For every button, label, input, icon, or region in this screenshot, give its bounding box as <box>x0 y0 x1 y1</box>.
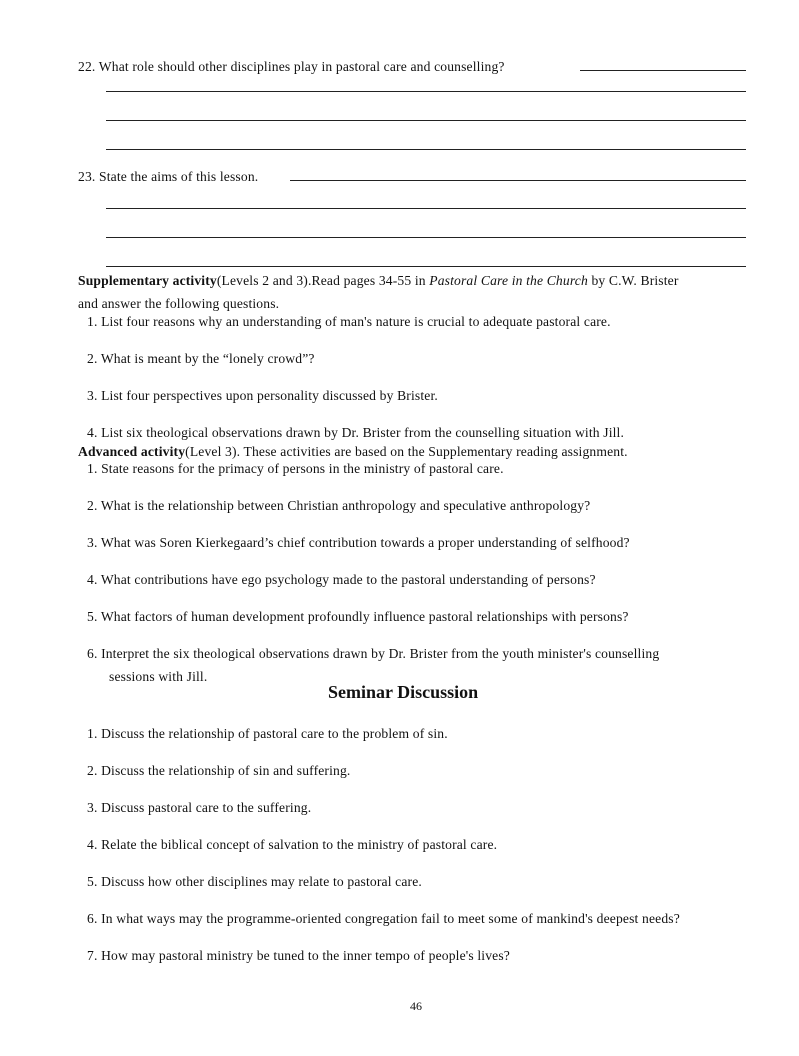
answer-line[interactable] <box>106 237 746 238</box>
item-text: State reasons for the primacy of persons in the ministry of pastoral care. <box>101 461 504 476</box>
item-text: Discuss pastoral care to the suffering. <box>101 800 312 815</box>
item-text: List four perspectives upon personality discussed by Brister. <box>101 388 438 403</box>
advanced-item <box>87 461 504 477</box>
question-number: 22. <box>78 59 96 74</box>
item-text: What is meant by the “lonely crowd”? <box>100 351 315 366</box>
answer-line[interactable] <box>106 266 746 267</box>
answer-line[interactable] <box>106 149 746 150</box>
item-number: 1. <box>87 461 98 476</box>
item-text: What was Soren Kierkegaard’s chief contribution towards a proper understanding of selfhood? <box>100 535 630 550</box>
seminar-item <box>87 800 311 816</box>
question-number: 23. <box>78 169 96 184</box>
question-23 <box>78 169 258 185</box>
seminar-title: Seminar Discussion <box>328 682 479 702</box>
item-number: 5. <box>87 609 98 624</box>
item-text: Discuss how other disciplines may relate to pastoral care. <box>101 874 422 889</box>
advanced-item <box>87 535 630 551</box>
answer-line[interactable] <box>106 120 746 121</box>
supplementary-item <box>87 314 611 330</box>
item-number: 7. <box>87 948 98 963</box>
seminar-item <box>87 874 422 890</box>
advanced-heading: Advanced activity <box>78 444 186 459</box>
answer-line[interactable] <box>290 180 746 181</box>
answer-line[interactable] <box>106 91 746 92</box>
advanced-intro-text: (Level 3). These activities are based on the Supplementary reading assignment. <box>185 444 628 459</box>
item-number: 5. <box>87 874 98 889</box>
item-number: 2. <box>87 498 98 513</box>
item-text: Relate the biblical concept of salvation to the ministry of pastoral care. <box>101 837 498 852</box>
item-number: 3. <box>87 535 98 550</box>
seminar-item <box>87 763 350 779</box>
item-number: 4. <box>87 837 98 852</box>
supplementary-intro-line2: and answer the following questions. <box>78 296 280 311</box>
page-number: 46 <box>410 999 422 1013</box>
item-text: What factors of human development profoundly influence pastoral relationships with persons? <box>100 609 629 624</box>
question-text: What role should other disciplines play in pastoral care and counselling? <box>98 59 505 74</box>
item-number: 6. <box>87 646 98 661</box>
advanced-item <box>87 498 590 514</box>
item-number: 6. <box>87 911 98 926</box>
supplementary-item <box>87 351 315 367</box>
supplementary-item <box>87 388 438 404</box>
item-text: List four reasons why an understanding of man's nature is crucial to adequate pastoral care. <box>101 314 611 329</box>
item-number: 3. <box>87 800 98 815</box>
item-number: 4. <box>87 425 98 440</box>
item-text: Discuss the relationship of sin and suffering. <box>101 763 351 778</box>
item-number: 1. <box>87 726 98 741</box>
item-number: 2. <box>87 763 98 778</box>
item-text: What is the relationship between Christian anthropology and speculative anthropology? <box>100 498 591 513</box>
item-text: Interpret the six theological observations drawn by Dr. Brister from the youth minister's counselling <box>101 646 660 661</box>
advanced-item <box>87 609 629 625</box>
advanced-item-continuation: sessions with Jill. <box>109 669 208 684</box>
item-number: 3. <box>87 388 98 403</box>
book-title: Pastoral Care in the Church <box>429 273 588 288</box>
item-number: 1. <box>87 314 98 329</box>
supplementary-levels: (Levels 2 and 3). <box>216 273 312 288</box>
advanced-item <box>87 646 659 662</box>
supplementary-item <box>87 425 624 441</box>
question-22 <box>78 59 505 75</box>
seminar-item <box>87 948 510 964</box>
book-author: by C.W. Brister <box>587 273 679 288</box>
seminar-item <box>87 726 448 742</box>
item-text: List six theological observations drawn by Dr. Brister from the counselling situation with Jill. <box>101 425 625 440</box>
item-number: 4. <box>87 572 98 587</box>
item-text: What contributions have ego psychology made to the pastoral understanding of persons? <box>100 572 596 587</box>
item-text: Discuss the relationship of pastoral care to the problem of sin. <box>101 726 448 741</box>
item-text: How may pastoral ministry be tuned to the inner tempo of people's lives? <box>101 948 510 963</box>
item-number: 2. <box>87 351 98 366</box>
seminar-item <box>87 911 680 927</box>
seminar-item <box>87 837 497 853</box>
answer-line[interactable] <box>106 208 746 209</box>
item-text: In what ways may the programme-oriented congregation fail to meet some of mankind's deepest needs? <box>101 911 680 926</box>
supplementary-heading: Supplementary activity <box>78 273 217 288</box>
answer-line[interactable] <box>580 70 746 71</box>
advanced-item <box>87 572 596 588</box>
supplementary-intro <box>78 273 679 289</box>
question-text: State the aims of this lesson. <box>99 169 259 184</box>
advanced-intro <box>78 444 628 460</box>
supplementary-intro-text: Read pages 34-55 in <box>311 273 430 288</box>
